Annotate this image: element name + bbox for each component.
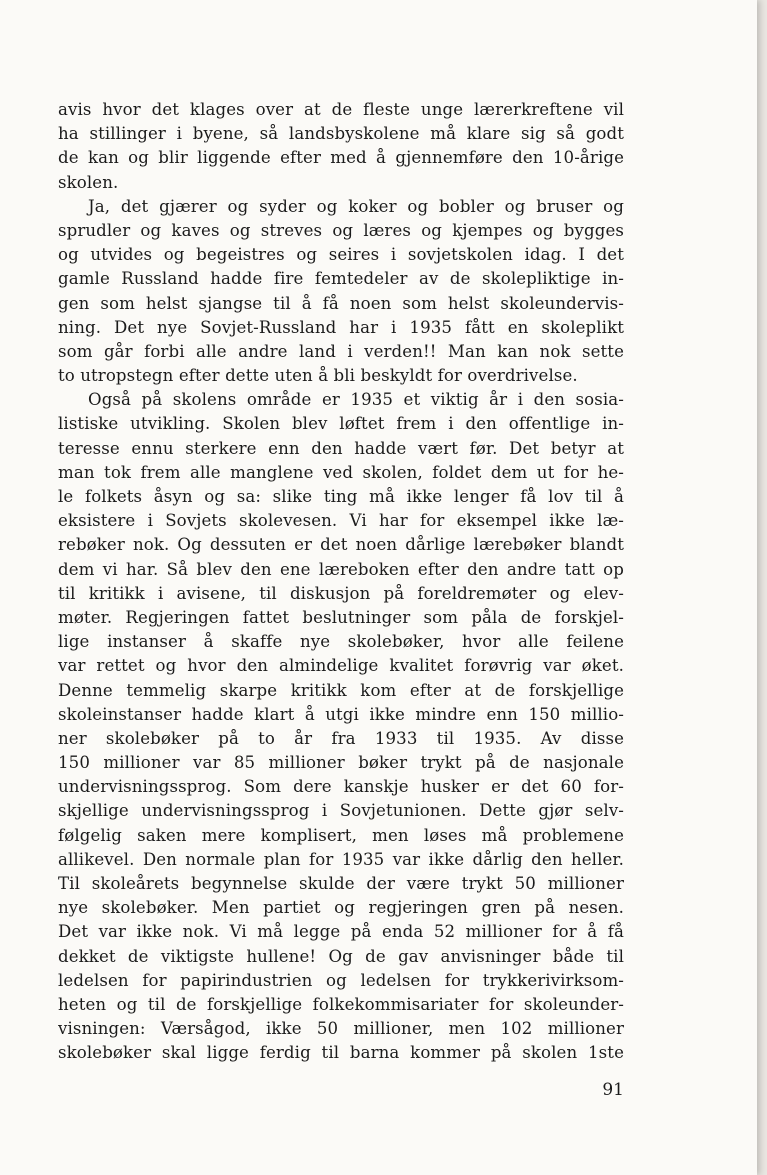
text-line: eksistere i Sovjets skolevesen. Vi har for eksempel ikke læ- — [58, 511, 624, 531]
text-line: til kritikk i avisene, til diskusjon på foreldremøter og elev- — [58, 583, 624, 603]
text-line: rebøker nok. Og dessuten er det noen dårlige lærebøker blandt — [58, 535, 624, 555]
text-line: 150 millioner var 85 millioner bøker trykt på de nasjonale — [58, 753, 624, 773]
text-line: og utvides og begeistres og seires i sovjetskolen idag. I det — [58, 245, 624, 265]
text-line: møter. Regjeringen fattet beslutninger som påla de forskjel- — [58, 607, 624, 627]
text-line: nye skolebøker. Men partiet og regjeringen gren på nesen. — [58, 898, 624, 918]
text-line: dem vi har. Så blev den ene læreboken efter den andre tatt op — [58, 559, 624, 579]
text-line: listiske utvikling. Skolen blev løftet frem i den offentlige in- — [58, 414, 624, 434]
text-line: undervisningssprog. Som dere kanskje husker er det 60 for- — [58, 777, 624, 797]
text-line: allikevel. Den normale plan for 1935 var ikke dårlig den heller. — [58, 849, 624, 869]
body-text — [58, 98, 624, 1066]
text-line: skjellige undervisningssprog i Sovjetunionen. Dette gjør selv- — [58, 801, 624, 821]
text-line: man tok frem alle manglene ved skolen, foldet dem ut for he- — [58, 462, 624, 482]
text-line: skoleinstanser hadde klart å utgi ikke mindre enn 150 millio- — [58, 704, 624, 724]
text-line: lige instanser å skaffe nye skolebøker, hvor alle feilene — [58, 632, 624, 652]
text-line: Det var ikke nok. Vi må legge på enda 52 millioner for å få — [58, 922, 624, 942]
text-line: skolen. — [58, 172, 119, 192]
text-line: gen som helst sjangse til å få noen som helst skoleundervis- — [58, 293, 624, 313]
text-line: ha stillinger i byene, så landsbyskolene må klare sig så godt — [58, 124, 624, 144]
text-line: Også på skolens område er 1935 et viktig år i den sosia- — [88, 390, 624, 410]
text-line: var rettet og hvor den almindelige kvalitet forøvrig var øket. — [58, 656, 624, 676]
text-line: visningen: Værsågod, ikke 50 millioner, men 102 millioner — [58, 1019, 624, 1039]
text-line: avis hvor det klages over at de fleste unge lærerkreftene vil — [58, 100, 624, 119]
text-line: to utropstegn efter dette uten å bli beskyldt for overdrivelse. — [58, 366, 578, 386]
text-line: de kan og blir liggende efter med å gjennemføre den 10-årige — [58, 148, 624, 168]
text-line: gamle Russland hadde fire femtedeler av de skolepliktige in- — [58, 269, 624, 289]
text-line: ner skolebøker på to år fra 1933 til 1935. Av disse — [58, 728, 624, 748]
text-line: skolebøker skal ligge ferdig til barna kommer på skolen 1ste — [58, 1043, 624, 1063]
text-line: teresse ennu sterkere enn den hadde vært før. Det betyr at — [58, 438, 624, 458]
text-line: som går forbi alle andre land i verden!! Man kan nok sette — [58, 341, 624, 361]
text-line: Ja, det gjærer og syder og koker og bobler og bruser og — [88, 196, 624, 216]
text-line: heten og til de forskjellige folkekommisariater for skoleunder- — [58, 994, 624, 1014]
text-line: ledelsen for papirindustrien og ledelsen for trykkerivirksom- — [58, 970, 624, 990]
text-line: ning. Det nye Sovjet-Russland har i 1935 fått en skoleplikt — [58, 317, 624, 337]
text-line: sprudler og kaves og streves og læres og kjempes og bygges — [58, 220, 624, 240]
text-line: Denne temmelig skarpe kritikk kom efter at de forskjellige — [58, 680, 624, 700]
text-line: dekket de viktigste hullene! Og de gav anvisninger både til — [58, 946, 624, 966]
page-number: 91 — [602, 1080, 624, 1100]
text-line: følgelig saken mere komplisert, men løses må problemene — [58, 825, 624, 845]
text-line: Til skoleårets begynnelse skulde der være trykt 50 millioner — [58, 874, 624, 893]
text-line: le folkets åsyn og sa: slike ting må ikke lenger få lov til å — [58, 487, 624, 506]
